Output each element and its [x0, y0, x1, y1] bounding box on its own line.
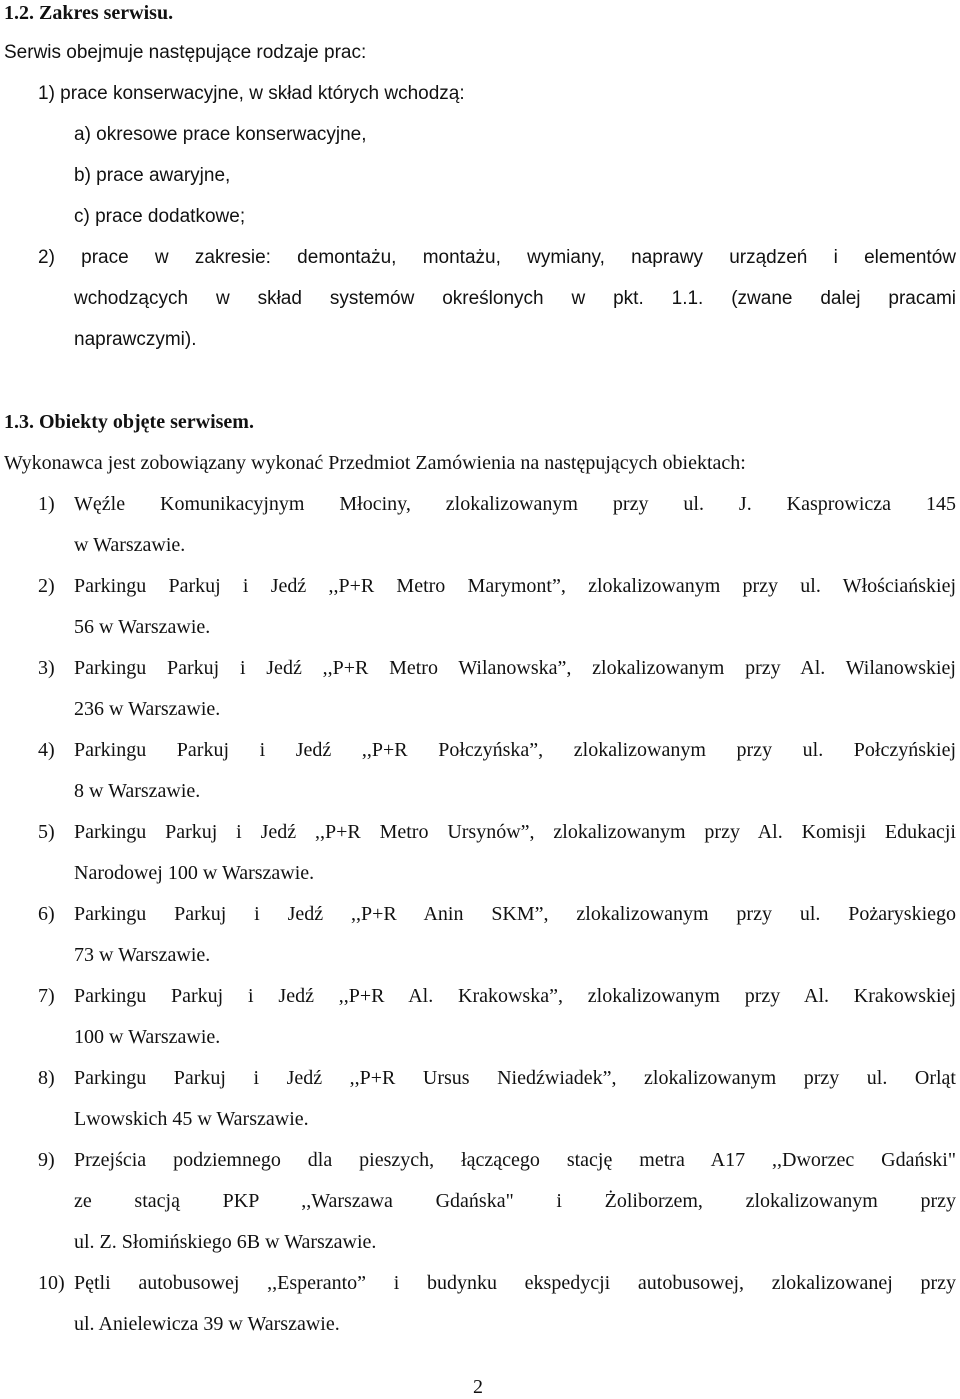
object-number: 7) — [38, 985, 55, 1007]
object-item-8-line-1: Parkingu Parkuj i Jedź ,,P+R Ursus Niedźwiadek”, zlokalizowanym przy ul. Orląt — [74, 1067, 956, 1089]
sub-item-b: b) prace awaryjne, — [74, 165, 231, 186]
object-item-7-line-1: Parkingu Parkuj i Jedź ,,P+R Al. Krakowska”, zlokalizowanym przy Al. Krakowskiej — [74, 985, 956, 1007]
list-item-2-line-1: 2) prace w zakresie: demontażu, montażu, wymiany, naprawy urządzeń i elementów — [38, 247, 956, 268]
section-heading-1-3: 1.3. Obiekty objęte serwisem. — [4, 411, 254, 433]
object-item-9-line-1: Przejścia podziemnego dla pieszych, łączącego stację metra A17 ,,Dworzec Gdański" — [74, 1149, 956, 1171]
page-number: 2 — [473, 1376, 483, 1398]
object-number: 3) — [38, 657, 55, 679]
object-number: 1) — [38, 493, 55, 515]
section-heading-1-2: 1.2. Zakres serwisu. — [4, 2, 174, 24]
object-item-10-line-1: Pętli autobusowej ,,Esperanto” i budynku ekspedycji autobusowej, zlokalizowanej przy — [74, 1272, 956, 1294]
object-item-2-line-1: Parkingu Parkuj i Jedź ,,P+R Metro Marymont”, zlokalizowanym przy ul. Włościańskiej — [74, 575, 956, 597]
sub-item-c: c) prace dodatkowe; — [74, 206, 246, 227]
object-item-6-line-1: Parkingu Parkuj i Jedź ,,P+R Anin SKM”, zlokalizowanym przy ul. Pożaryskiego — [74, 903, 956, 925]
object-item-9-line-2: ze stacją PKP ,,Warszawa Gdańska" i Żoliborzem, zlokalizowanym przy — [74, 1190, 956, 1212]
object-item-5-line-2: Narodowej 100 w Warszawie. — [74, 862, 315, 884]
list-item-2-line-2: wchodzących w skład systemów określonych w pkt. 1.1. (zwane dalej pracami — [74, 288, 956, 309]
object-item-5-line-1: Parkingu Parkuj i Jedź ,,P+R Metro Ursynów”, zlokalizowanym przy Al. Komisji Edukacji — [74, 821, 956, 843]
object-item-4-line-1: Parkingu Parkuj i Jedź ,,P+R Połczyńska”, zlokalizowanym przy ul. Połczyńskiej — [74, 739, 956, 761]
object-item-1-line-2: w Warszawie. — [74, 534, 186, 556]
object-number: 10) — [38, 1272, 65, 1294]
object-item-6-line-2: 73 w Warszawie. — [74, 944, 211, 966]
object-number: 2) — [38, 575, 55, 597]
list-item-2-line-3: naprawczymi). — [74, 329, 197, 350]
sub-item-a: a) okresowe prace konserwacyjne, — [74, 124, 367, 145]
section-1-2-intro: Serwis obejmuje następujące rodzaje prac: — [4, 42, 367, 63]
object-number: 4) — [38, 739, 55, 761]
object-item-10-line-2: ul. Anielewicza 39 w Warszawie. — [74, 1313, 340, 1335]
object-item-4-line-2: 8 w Warszawie. — [74, 780, 201, 802]
object-item-1-line-1: Węźle Komunikacyjnym Młociny, zlokalizowanym przy ul. J. Kasprowicza 145 — [74, 493, 956, 515]
object-number: 8) — [38, 1067, 55, 1089]
object-number: 9) — [38, 1149, 55, 1171]
list-item-1: 1) prace konserwacyjne, w skład których wchodzą: — [38, 83, 465, 104]
object-item-3-line-2: 236 w Warszawie. — [74, 698, 221, 720]
object-item-8-line-2: Lwowskich 45 w Warszawie. — [74, 1108, 309, 1130]
object-item-2-line-2: 56 w Warszawie. — [74, 616, 211, 638]
object-item-3-line-1: Parkingu Parkuj i Jedź ,,P+R Metro Wilanowska”, zlokalizowanym przy Al. Wilanowskiej — [74, 657, 956, 679]
object-item-9-line-3: ul. Z. Słomińskiego 6B w Warszawie. — [74, 1231, 377, 1253]
object-item-7-line-2: 100 w Warszawie. — [74, 1026, 221, 1048]
section-1-3-intro: Wykonawca jest zobowiązany wykonać Przedmiot Zamówienia na następujących obiektach: — [4, 452, 746, 474]
object-number: 6) — [38, 903, 55, 925]
object-number: 5) — [38, 821, 55, 843]
